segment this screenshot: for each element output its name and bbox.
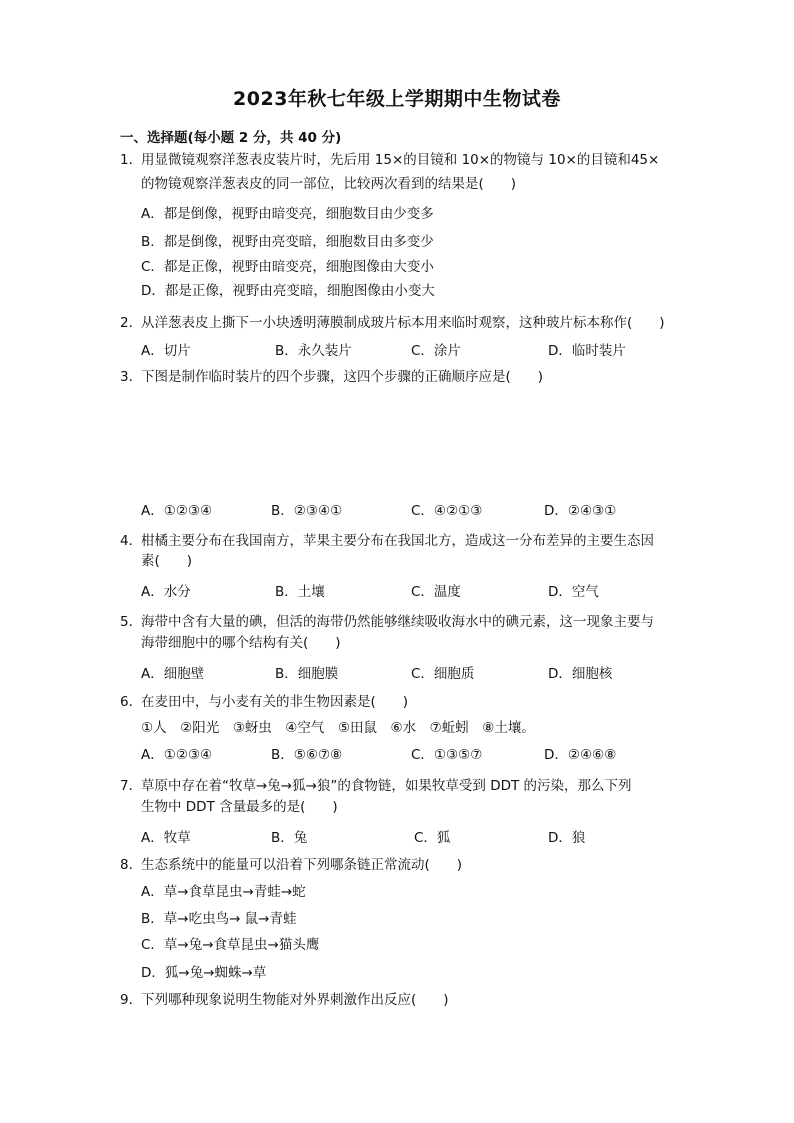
question-text: 用显微镜观察洋葱表皮装片时，先后用 15×的目镜和 10×的物镜与 10×的目镜和45× (141, 152, 660, 168)
question-text: 海带中含有大量的碘，但活的海带仍然能够继续吸收海水中的碘元素，这一现象主要与 (141, 614, 654, 630)
option: D．②④③① (544, 503, 617, 519)
option: A．细胞壁 (141, 666, 205, 682)
section-heading: 一、选择题(每小题 2 分，共 40 分) (120, 130, 342, 146)
option: C．狐 (414, 830, 451, 846)
option: D．②④⑥⑧ (544, 747, 617, 763)
question-number: 9． (120, 992, 143, 1008)
option: D．狐→兔→蜘蛛→草 (141, 965, 267, 981)
option: C．温度 (411, 584, 461, 600)
question-text: 生态系统中的能量可以沿着下列哪条链正常流动( ) (141, 857, 463, 873)
option: A．水分 (141, 584, 191, 600)
option: B．都是倒像，视野由亮变暗，细胞数目由多变少 (141, 234, 434, 250)
question-number: 5． (120, 614, 143, 630)
option: B．兔 (271, 830, 308, 846)
option: C．涂片 (411, 343, 461, 359)
exam-title: 2023年秋七年级上学期期中生物试卷 (233, 88, 561, 110)
option: B．草→吃虫鸟→ 鼠→青蛙 (141, 911, 297, 927)
question-text: 的物镜观察洋葱表皮的同一部位，比较两次看到的结果是( ) (141, 176, 517, 192)
option: B．⑤⑥⑦⑧ (271, 747, 343, 763)
option: B．土壤 (275, 584, 325, 600)
option: A．切片 (141, 343, 191, 359)
option: D．都是正像，视野由亮变暗，细胞图像由小变大 (141, 283, 435, 299)
option: B．②③④① (271, 503, 343, 519)
option: A．①②③④ (141, 503, 213, 519)
option: D．狼 (548, 830, 586, 846)
option: D．空气 (548, 584, 599, 600)
question-text: 在麦田中，与小麦有关的非生物因素是( ) (141, 694, 409, 710)
option: A．①②③④ (141, 747, 213, 763)
option: C．细胞质 (411, 666, 475, 682)
option: C．①③⑤⑦ (411, 747, 483, 763)
option: D．临时装片 (548, 343, 626, 359)
question-text: 草原中存在着“牧草→兔→狐→狼”的食物链，如果牧草受到 DDT 的污染，那么下列 (141, 778, 632, 794)
option: B．细胞膜 (275, 666, 339, 682)
question-number: 6． (120, 694, 143, 710)
option: C．草→兔→食草昆虫→猫头鹰 (141, 937, 320, 953)
question-number: 8． (120, 857, 143, 873)
option: A．都是倒像，视野由暗变亮，细胞数目由少变多 (141, 206, 434, 222)
question-text: 海带细胞中的哪个结构有关( ) (141, 635, 341, 651)
figure-placeholder (140, 392, 670, 492)
question-text: ①人 ②阳光 ③蚜虫 ④空气 ⑤田鼠 ⑥水 ⑦蚯蚓 ⑧土壤。 (141, 720, 535, 736)
option: C．④②①③ (411, 503, 483, 519)
question-text: 生物中 DDT 含量最多的是( ) (141, 799, 338, 815)
question-text: 下列哪种现象说明生物能对外界刺激作出反应( ) (141, 992, 449, 1008)
question-text: 柑橘主要分布在我国南方，苹果主要分布在我国北方，造成这一分布差异的主要生态因 (141, 533, 654, 549)
option: D．细胞核 (548, 666, 613, 682)
question-number: 1． (120, 152, 143, 168)
question-number: 3． (120, 369, 143, 385)
option: B．永久装片 (275, 343, 352, 359)
question-text: 下图是制作临时装片的四个步骤，这四个步骤的正确顺序应是( ) (141, 369, 544, 385)
question-number: 7． (120, 778, 143, 794)
question-number: 4． (120, 533, 143, 549)
option: C．都是正像，视野由暗变亮，细胞图像由大变小 (141, 259, 434, 275)
option: A．牧草 (141, 830, 191, 846)
question-text: 素( ) (141, 553, 193, 569)
option: A．草→食草昆虫→青蛙→蛇 (141, 884, 306, 900)
question-number: 2． (120, 315, 143, 331)
question-text: 从洋葱表皮上撕下一小块透明薄膜制成玻片标本用来临时观察，这种玻片标本称作( ) (141, 315, 665, 331)
